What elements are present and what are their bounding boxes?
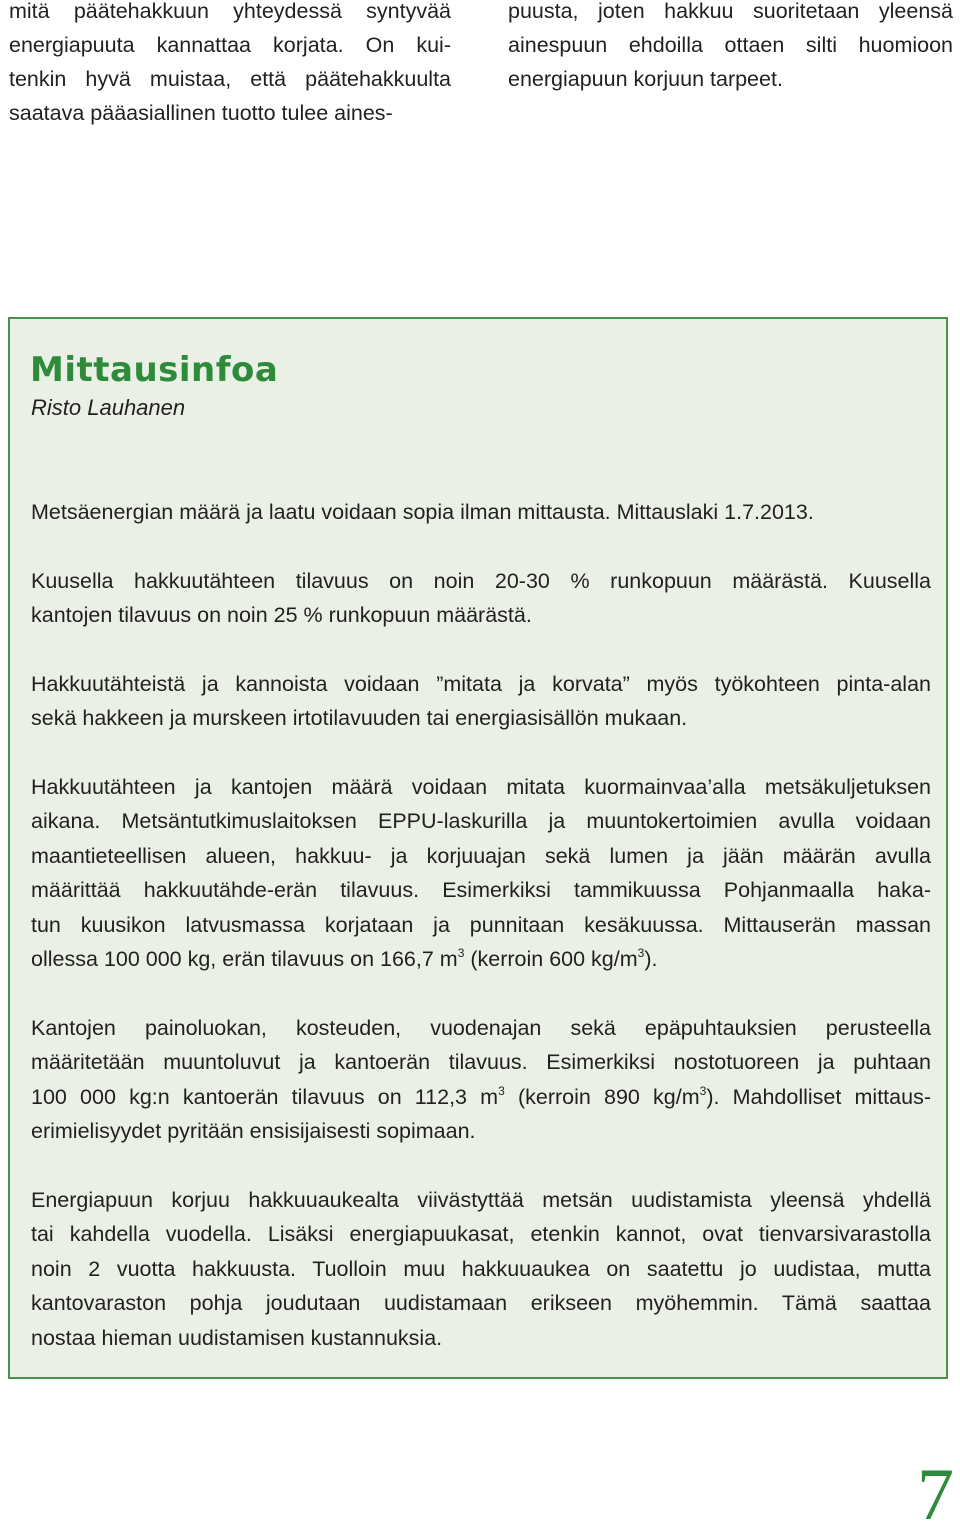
text-line: Metsäenergian määrä ja laatu voidaan sopia ilman mittausta. Mittauslaki 1.7.2013. bbox=[31, 500, 814, 524]
paragraph bbox=[31, 667, 931, 736]
text-line: noin 2 vuotta hakkuusta. Tuolloin muu hakkuuaukea on saatettu jo uudistaa, mutta bbox=[31, 1256, 931, 1281]
superscript: 3 bbox=[498, 1083, 505, 1098]
superscript: 3 bbox=[699, 1083, 707, 1098]
text-line: saatava pääasiallinen tuotto tulee aines- bbox=[9, 101, 393, 125]
text-line: Hakkuutähteen ja kantojen määrä voidaan mitata kuormainvaa’alla metsäkuljetuksen bbox=[31, 774, 931, 799]
text-line: Kuusella hakkuutähteen tilavuus on noin 20-30 % runkopuun määrästä. Kuusella bbox=[31, 568, 931, 593]
text-line: Hakkuutähteistä ja kannoista voidaan ”mitata ja korvata” myös työkohteen pinta-alan bbox=[31, 671, 931, 696]
info-box-title: Mittausinfoa bbox=[30, 350, 279, 390]
info-box bbox=[8, 317, 948, 1379]
text-line-with-superscript bbox=[31, 942, 931, 977]
body-text-columns bbox=[0, 0, 960, 140]
text-run: (kerroin 890 kg/m bbox=[504, 1084, 700, 1109]
text-line: ainespuun ehdoilla ottaen silti huomioon bbox=[508, 33, 953, 57]
text-line: nostaa hieman uudistamisen kustannuksia. bbox=[31, 1325, 443, 1350]
info-box-body bbox=[31, 495, 931, 1389]
text-line: mitä päätehakkuun yhteydessä syntyvää bbox=[9, 0, 451, 23]
superscript: 3 bbox=[637, 946, 645, 960]
text-line: puusta, joten hakkuu suoritetaan yleensä bbox=[508, 0, 953, 23]
text-line: tenkin hyvä muistaa, että päätehakkuulta bbox=[9, 67, 451, 91]
text-line: maantieteellisen alueen, hakkuu- ja korjuuajan sekä lumen ja jään määrän avulla bbox=[31, 843, 931, 868]
page-number: 7 bbox=[917, 1454, 954, 1536]
paragraph bbox=[31, 770, 931, 977]
text-line: määritetään muuntoluvut ja kantoerän tilavuus. Esimerkiksi nostotuoreen ja puhtaan bbox=[31, 1050, 931, 1074]
paragraph bbox=[31, 495, 931, 530]
paragraph bbox=[31, 564, 931, 633]
text-line: määrittää hakkuutähde-erän tilavuus. Esimerkiksi tammikuussa Pohjanmaalla haka- bbox=[31, 878, 931, 902]
text-line: kantovaraston pohja joudutaan uudistamaan erikseen myöhemmin. Tämä saattaa bbox=[31, 1291, 931, 1315]
superscript: 3 bbox=[457, 946, 465, 960]
text-line: Kantojen painoluokan, kosteuden, vuodenajan sekä epäpuhtauksien perusteella bbox=[31, 1015, 931, 1040]
text-line: sekä hakkeen ja murskeen irtotilavuuden tai energiasisällön mukaan. bbox=[31, 706, 688, 730]
text-line: erimielisyydet pyritään ensisijaisesti sopimaan. bbox=[31, 1119, 476, 1143]
text-run: 100 000 kg:n kantoerän tilavuus on 112,3 m bbox=[31, 1084, 499, 1109]
text-line: tun kuusikon latvusmassa korjataan ja punnitaan kesäkuussa. Mittauserän massan bbox=[31, 912, 931, 937]
text-line: kantojen tilavuus on noin 25 % runkopuun määrästä. bbox=[31, 603, 532, 627]
info-box-author: Risto Lauhanen bbox=[31, 395, 186, 420]
right-column-text bbox=[508, 0, 953, 96]
text-run: ollessa 100 000 kg, erän tilavuus on 166,7 m bbox=[31, 947, 458, 971]
text-line-with-superscript bbox=[31, 1080, 931, 1115]
text-line: Energiapuun korjuu hakkuuaukealta viivästyttää metsän uudistamista yleensä yhdellä bbox=[31, 1187, 931, 1212]
text-line: aikana. Metsäntutkimuslaitoksen EPPU-laskurilla ja muuntokertoimien avulla voidaan bbox=[31, 809, 931, 833]
text-run: ). bbox=[644, 947, 658, 971]
paragraph bbox=[31, 1183, 931, 1356]
paragraph bbox=[31, 1011, 931, 1149]
text-line: energiapuun korjuun tarpeet. bbox=[508, 67, 783, 91]
left-column-text bbox=[9, 0, 451, 130]
text-line: tai kahdella vuodella. Lisäksi energiapuukasat, etenkin kannot, ovat tienvarsivarastolla bbox=[31, 1222, 931, 1246]
text-run: (kerroin 600 kg/m bbox=[464, 947, 638, 971]
text-line: energiapuuta kannattaa korjata. On kui- bbox=[9, 33, 451, 57]
text-run: ). Mahdolliset mittaus- bbox=[706, 1084, 931, 1109]
